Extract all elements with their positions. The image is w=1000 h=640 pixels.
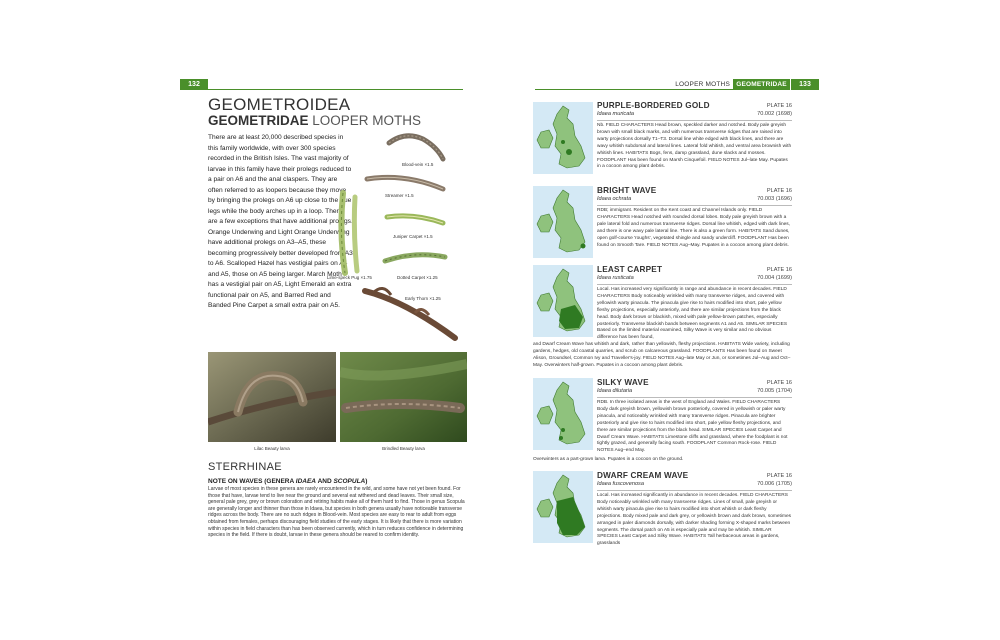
larva-blood-vein: [389, 136, 443, 159]
distribution-map-silky-wave: [533, 378, 593, 450]
species-code-5: 70.006 (1705): [757, 481, 792, 487]
species-latin-1: Idaea muricata: [597, 111, 635, 117]
species-name-2: BRIGHT WAVE: [597, 186, 657, 195]
running-head-section: LOOPER MOTHS: [675, 81, 730, 88]
species-code-1: 70.002 (1698): [757, 111, 792, 117]
larva-illustrations: [325, 133, 470, 348]
distribution-map-bright-wave: [533, 186, 593, 258]
species-name-3: LEAST CARPET: [597, 265, 663, 274]
distribution-map-dwarf-cream-wave: [533, 471, 593, 543]
species-plate-5: PLATE 16: [766, 473, 792, 479]
species-plate-2: PLATE 16: [766, 188, 792, 194]
label-dotted-carpet: Dotted Carpet ×1.25: [397, 275, 438, 280]
right-page-number: 133: [791, 79, 819, 90]
species-code-2: 70.003 (1696): [757, 196, 792, 202]
species-code-4: 70.005 (1704): [757, 388, 792, 394]
note-body: Larvae of most species in these genera are rarely encountered in the wild, and some have not yet been found. For those that have, larvae tend to live near the ground and several eat withered and dead leaves. Their small size, general pale grey, grey or brown coloration and retiring habits make all of them hard to find. Those in genus Scopula are generally longer and thinner than those in Idaea, but species in both genera usually have noticeable transverse ridges across the body. There are no such ridges in Blood-vein. Most species are easy to rear to adult from eggs obtained from females, perhaps discouraging field studies of the early stages. It is likely that there is more variation within species in field characters than has been observed currently, which in turn reduces confidence in determining species in the field. If there is doubt, larvae in these genera should be reared to confirm identity.: [208, 486, 465, 539]
species-desc-4: RDB. In three isolated areas in the west of England and Wales. FIELD CHARACTERS Body dark greyish brown, yellowish brown posteriorly, covered in yellowish or paler warty pinacula, and noticeably wrinkled with many transverse ridges. Pinacula are brighter posteriorly and give rise to hairs modified into short, pale yellow fleshy projections, and there are similar projections from the black head. SIMILAR SPECIES Least Carpet and Dwarf Cream Wave. HABITATS Limestone cliffs and grassland, where the foodplant is not tightly grazed, and generally facing south. FOODPLANT Common Rock-rose. FIELD NOTES Aug–end May.: [597, 400, 788, 454]
note-heading-pre: NOTE ON WAVES (GENERA: [208, 478, 296, 485]
species-rule-1: [597, 120, 792, 121]
species-rule-3: [597, 284, 792, 285]
species-code-3: 70.004 (1699): [757, 275, 792, 281]
label-streamer: Streamer ×1.5: [385, 193, 414, 198]
label-lime-speck-pug: Lime-speck Pug ×1.75: [327, 275, 372, 280]
caption-brindled-beauty: Brindled Beauty larva: [382, 446, 425, 451]
note-heading-scopula: SCOPULA: [333, 478, 366, 485]
species-rule-5: [597, 490, 792, 491]
note-heading-post: ): [365, 478, 368, 485]
species-desc-3: Local. Has increased very significantly in range and abundance in recent decades. FIELD CHARACTERS Body noticeably wrinkled with many transverse ridges, and covered with yellowish warty pinacula. The pinacula give rise to hairs modified into short, pale yellow fleshy projections, especially anteriorly, and there are similar projections from the black head. Body dark brown or blackish, mixed with pale yellow-brown patches, especially posteriorly. Transverse blackish bands between segments A1 and A5. SIMILAR SPECIES Based on the limited material examined, Silky Wave is very similar and no obvious difference has been found,: [597, 287, 788, 341]
species-latin-4: Idaea dilutaria: [597, 388, 633, 394]
distribution-map-purple-bordered-gold: [533, 102, 593, 174]
subfamily-title: STERRHINAE: [208, 461, 282, 473]
species-name-4: SILKY WAVE: [597, 378, 649, 387]
species-desc-2: RDB; immigrant. Resident on the Kent coast and Channel Islands only. FIELD CHARACTERS Head notched with rounded dorsal lobes. Body pale greyish brown with a pale lateral fold and numerous transverse ridges. Dorsal line whitish, edged with dark lines, and there is one wavy pale lateral line. There is also a green form. HABITATS Sand dunes, open golf-course 'roughs', vegetated shingle and sandy undercliff. FOODPLANT Has been found on Smooth Tare. FIELD NOTES Aug–May. Pupates in a cocoon among plant debris.: [597, 208, 791, 248]
species-plate-1: PLATE 16: [766, 103, 792, 109]
photo-brindled-beauty: [340, 352, 467, 442]
family-title: [208, 113, 421, 128]
superfamily-title: GEOMETROIDEA: [208, 95, 351, 114]
photo-lilac-beauty: [208, 352, 336, 442]
caption-lilac-beauty: Lilac Beauty larva: [254, 446, 290, 451]
larva-streamer: [367, 177, 443, 189]
larva-lime-speck-pug-2: [354, 197, 357, 271]
larva-drawings: [325, 133, 470, 348]
left-page-number: 132: [180, 79, 208, 90]
species-desc-5: Local. Has increased significantly in abundance in recent decades. FIELD CHARACTERS Body noticeably wrinkled with many transverse ridges. Lines of small, pale greyish or whitish warty pinacula give rise to hairs modified into short whitish or dark fleshy projections. Body mixed pale and dark grey, or yellowish brown and dark brown, sometimes arranged in paler diamonds dorsally, with darker shading forming X-shaped marks between segments. The dorsal patch on A5 is especially pale and may be whitish. SIMILAR SPECIES Least Carpet and Silky Wave. HABITATS Tall herbaceous areas in gardens, grasslands: [597, 493, 792, 547]
family-title-bold: GEOMETRIDAE: [208, 113, 309, 128]
species-plate-3: PLATE 16: [766, 267, 792, 273]
left-header-rule: [208, 89, 463, 90]
note-heading: [208, 478, 367, 485]
species-plate-4: PLATE 16: [766, 380, 792, 386]
species-latin-2: Idaea ochrata: [597, 196, 632, 202]
running-head-family: GEOMETRIDAE: [733, 79, 790, 90]
species-desc-4-continued: Overwinters as a part-grown larva. Pupates in a cocoon on the ground.: [533, 457, 684, 462]
label-juniper-carpet: Juniper Carpet ×1.5: [393, 234, 433, 239]
label-early-thorn: Early Thorn ×1.25: [405, 296, 441, 301]
distribution-map-least-carpet: [533, 265, 593, 337]
species-rule-4: [597, 397, 792, 398]
label-blood-vein: Blood-vein ×1.5: [402, 162, 434, 167]
species-latin-3: Idaea rusticata: [597, 275, 634, 281]
species-name-1: PURPLE-BORDERED GOLD: [597, 101, 710, 110]
note-heading-mid: AND: [316, 478, 334, 485]
species-latin-5: Idaea fuscovenosa: [597, 481, 644, 487]
intro-paragraph: There are at least 20,000 described species in this family worldwide, with over 300 species recorded in the British Isles. The vast majority of larvae in this family have their prolegs reduced to a pair on A6 and the anal claspers. They are often referred to as loopers because they move by bringing the prolegs on A6 up close to the true legs while the body arches up in a loop. There are a few exceptions that have additional prolegs. Orange Underwing and Light Orange Underwing have additional prolegs on A3–A5, these becoming progressively better developed from A3 to A6. Scalloped Hazel has vestigial pairs on A4 and A5, those on A5 being larger. March Moth has a vestigial pair on A5, Light Emerald an extra functional pair on A5, and Barred Red and Banded Pine Carpet a small extra pair on A5.: [208, 134, 353, 309]
family-title-common: LOOPER MOTHS: [312, 113, 422, 128]
species-desc-1: Nb. FIELD CHARACTERS Head brown, speckled darker and notched. Body pale greyish brown with small black marks, and with numerous transverse ridges that are raised into warty projections dorsally T1–T3. Dorsal line white edged with black lines, and there are wavy whitish subdorsal and lateral lines. Lateral fold whitish, and ventral area brownish with whitish lines. HABITATS Bogs, fens, damp grassland, dune slacks and mosses. FOODPLANT Has been found on Marsh Cinquefoil. FIELD NOTES Jul–late May. Pupates in a cocoon among plant debris.: [597, 123, 792, 170]
species-rule-2: [597, 205, 792, 206]
note-heading-idaea: IDAEA: [295, 478, 316, 485]
species-name-5: DWARF CREAM WAVE: [597, 471, 689, 480]
species-desc-3-continued: and Dwarf Cream Wave has whitish and dark, rather than yellowish, fleshy projections. HABITATS Wide variety, including gardens, hedges, old coastal quarries, and scrub on calcareous grassland. FOODPLANTS Has been found on Sweet Alison, Groundsel, Common Ivy and Traveller's-joy. FIELD NOTES Aug–late May or Jun, or sometimes Jul–Aug and Oct–May. Overwinters half-grown. Pupates in a cocoon among plant debris.: [533, 342, 791, 368]
